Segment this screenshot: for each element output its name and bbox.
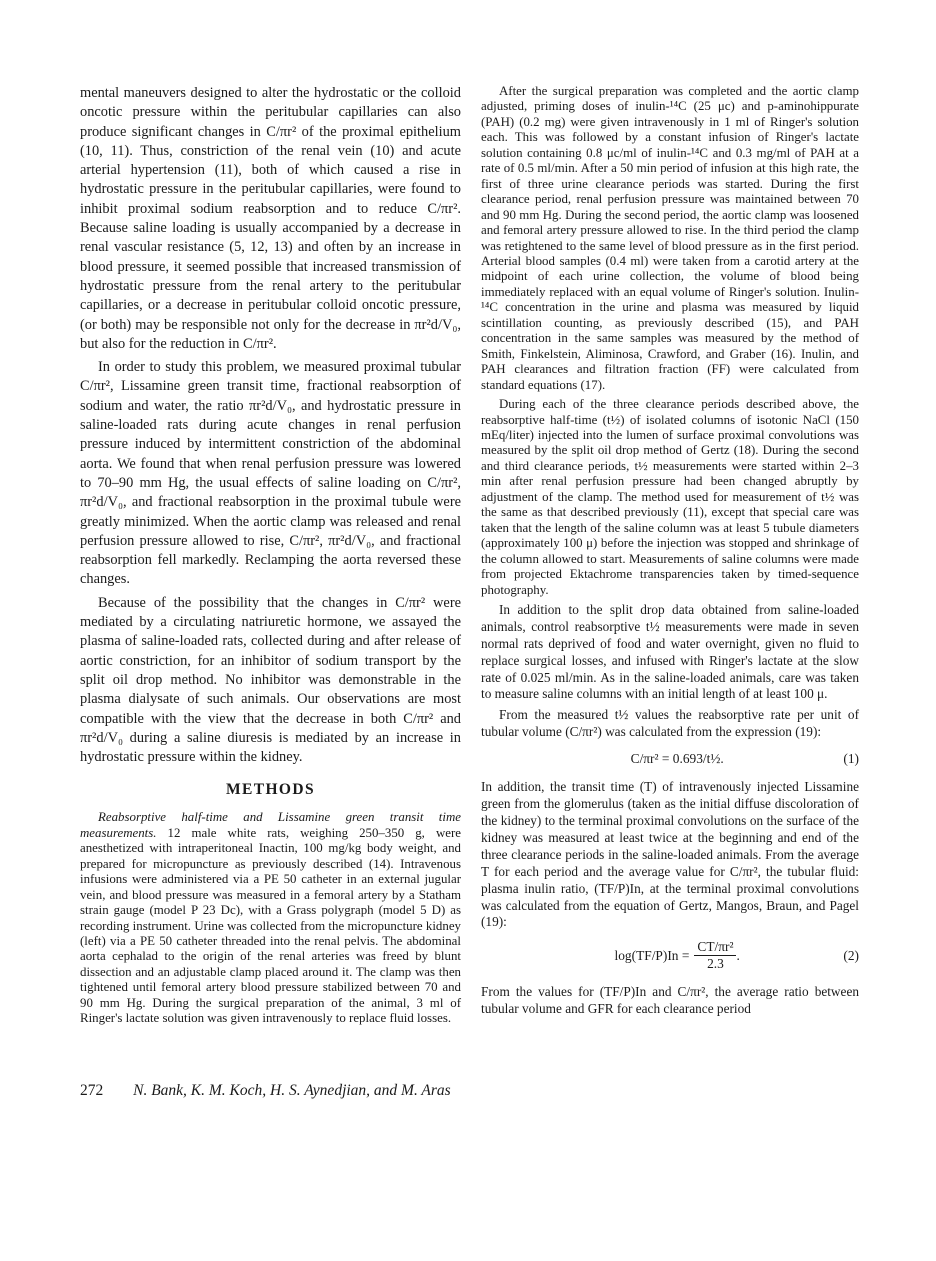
paragraph: From the measured t½ values the reabsorptive rate per unit of tubular volume (C/πr²) was calculated from the expression (19): bbox=[481, 707, 859, 740]
paragraph-lead: Reabsorptive half-time and Lissamine green transit time measurements. bbox=[80, 810, 461, 840]
paragraph: From the values for (TF/P)In and C/πr², the average ratio between tubular volume and GFR for each clearance period bbox=[481, 984, 859, 1017]
paragraph: In addition to the split drop data obtained from saline-loaded animals, control reabsorptive t½ measurements were made in seven normal rats deprived of food and water overnight, given no fluid to replace surgical losses, and infused with Ringer's lactate at the slow rate of 0.025 ml/min. As in the saline-loaded animals, care was taken to measure saline columns with an initial length of at least 100 μ. bbox=[481, 601, 859, 702]
page-footer bbox=[80, 1082, 451, 1100]
page-number: 272 bbox=[80, 1082, 104, 1099]
paragraph: mental maneuvers designed to alter the hydrostatic or the colloid oncotic pressure within the peritubular capillaries can also produce significant changes in C/πr² of the proximal epithelium (10, 11). Thus, constriction of the renal vein (10) and acute arterial hypertension (11), both of which caused a rise in hydrostatic pressure in the peritubular capillaries, were found to inhibit proximal sodium reabsorption and to reduce C/πr². Because saline loading is usually accompanied by a decrease in renal vascular resistance (5, 12, 13) and often by an increase in blood pressure, it seemed possible that increased transmission of hydrostatic pressure from the renal artery to the peritubular capillaries, or a decrease in peritubular colloid oncotic pressure, (or both) may be responsible not only for the decrease in πr²d/V₀, but also for the reduction in C/πr². bbox=[80, 85, 461, 352]
equation-number: (1) bbox=[843, 751, 859, 767]
equation-number: (2) bbox=[843, 947, 859, 963]
right-column bbox=[481, 84, 859, 1018]
left-column bbox=[80, 84, 461, 1027]
equation-1 bbox=[481, 751, 859, 767]
paragraph: In addition, the transit time (T) of intravenously injected Lissamine green from the glomerulus (taken as the initial diffuse discoloration of the kidney) to the terminal proximal convolutions on the surface of the kidney was measured at least twice at the beginning and end of the three clearance periods in the saline-loaded animals. From the average T for each period and the average value for C/πr², the tubular fluid: plasma inulin ratio, (TF/P)In, at the terminal proximal convolutions was calculated from the equation of Gertz, Mangos, Braun, and Pagel (19): bbox=[481, 779, 859, 930]
equation-fraction bbox=[694, 939, 736, 972]
fraction-denominator: 2.3 bbox=[707, 956, 724, 972]
equation-expression: C/πr² = 0.693/t½. bbox=[630, 751, 724, 767]
equation-expression bbox=[481, 939, 843, 972]
author-line: N. Bank, K. M. Koch, H. S. Aynedjian, and M. Aras bbox=[133, 1082, 451, 1099]
section-heading: METHODS bbox=[225, 781, 316, 799]
paragraph: Because of the possibility that the changes in C/πr² were mediated by a circulating natriuretic hormone, we assayed the plasma of saline-loaded rats, collected during and after release of aortic constriction, for an inhibitor of sodium transport by the split oil drop method. No inhibitor was demonstrable in the plasma dialysate of such animals. Our observations are most compatible with the view that the decrease in both C/πr² and πr²d/V₀ during a saline diuresis is mediated by an increase in hydrostatic pressure within the kidney. bbox=[80, 594, 461, 766]
equation-tail: . bbox=[736, 947, 740, 963]
paragraph: After the surgical preparation was completed and the aortic clamp adjusted, priming doses of inulin-¹⁴C (25 μc) and p-aminohippurate (PAH) (0.2 mg) were given intravenously in 1 ml of Ringer's solution each. This was followed by a constant infusion of Ringer's lactate solution containing 0.8 μc/ml of inulin-¹⁴C and 0.3 mg/ml of PAH at a rate of 0.5 ml/min. After a 50 min period of infusion at this high rate, the first of three urine clearance periods was started. During the first clearance period, renal perfusion pressure was maintained between 70 and 90 mm Hg. During the second period, the aortic clamp was loosened and femoral artery pressure allowed to rise. In the third period the clamp was retightened to the same level of blood pressure as in the first period. Arterial blood samples (0.4 ml) were taken from a carotid artery at the midpoint of each urine collection, the volume of blood being immediately replaced with an equal volume of Ringer's solution. Inulin-¹⁴C concentration in the urine and plasma was measured by liquid scintillation counting, as previously described (15), and PAH concentration in the same samples was measured by the method of Smith, Finkelstein, Aliminosa, Crawford, and Graber (16). Inulin, and PAH clearances and filtration fraction (FF) were calculated from standard equations (17). bbox=[481, 84, 859, 392]
paragraph: During each of the three clearance periods described above, the reabsorptive half-time (t½) of isolated columns of isotonic NaCl (150 mEq/liter) injected into the lumen of surface proximal convolutions was measured by the split oil drop method of Gertz (18). During the second and third clearance periods, t½ measurements were started within 2–3 min after renal perfusion pressure had been changed abruptly by adjustment of the clamp. The method used for measurement of t½ was the same as that described previously (11), except that special care was taken that the length of the saline column was at least 5 tubule diameters (approximately 100 μ) before the injection was stopped and shrinkage of the column allowed to start. Measurements of saline columns were made from projected Ektachrome transparencies taken by timed-sequence photography. bbox=[481, 397, 859, 597]
paragraph: In order to study this problem, we measured proximal tubular C/πr², Lissamine green transit time, fractional reabsorption of sodium and water, the ratio πr²d/V₀, and hydrostatic pressure in saline-loaded rats during acute changes in renal perfusion pressure induced by intermittent constriction of the abdominal aorta. We found that when renal perfusion pressure was lowered to 70–90 mm Hg, the usual effects of saline loading on C/πr², πr²d/V₀, and fractional reabsorption in the proximal tubule were greatly minimized. When the aortic clamp was released and renal perfusion pressure allowed to rise, C/πr², πr²d/V₀, and fractional reabsorption fell markedly. Reclamping the aorta reversed these changes. bbox=[80, 359, 461, 588]
equation-lhs: log(TF/P)In = bbox=[614, 947, 690, 963]
paragraph-body: 12 male white rats, weighing 250–350 g, were anesthetized with intraperitoneal Inactin, 100 mg/kg body weight, and prepared for micropuncture as previously described (14). Intravenous infusions were administered via a PE 50 catheter in an external jugular vein, and blood pressure was measured in a femoral artery by a Statham strain gauge (model P 23 Dc), with a Grass polygraph (model 5 D) as recording instrument. Urine was collected from the micropuncture kidney (left) via a PE 50 catheter threaded into the renal pelvis. The abdominal aorta cephalad to the origin of the renal arteries was freed by blunt dissection and an adjustable clamp placed around it. The clamp was then tightened until femoral artery blood pressure stabilized between 70 and 90 mm Hg. During the surgical preparation of the animal, 3 ml of Ringer's lactate solution was given intravenously to replace fluid losses. bbox=[80, 825, 461, 1026]
fraction-numerator: CT/πr² bbox=[694, 939, 736, 956]
paragraph bbox=[80, 810, 461, 1026]
equation-2 bbox=[481, 939, 859, 972]
